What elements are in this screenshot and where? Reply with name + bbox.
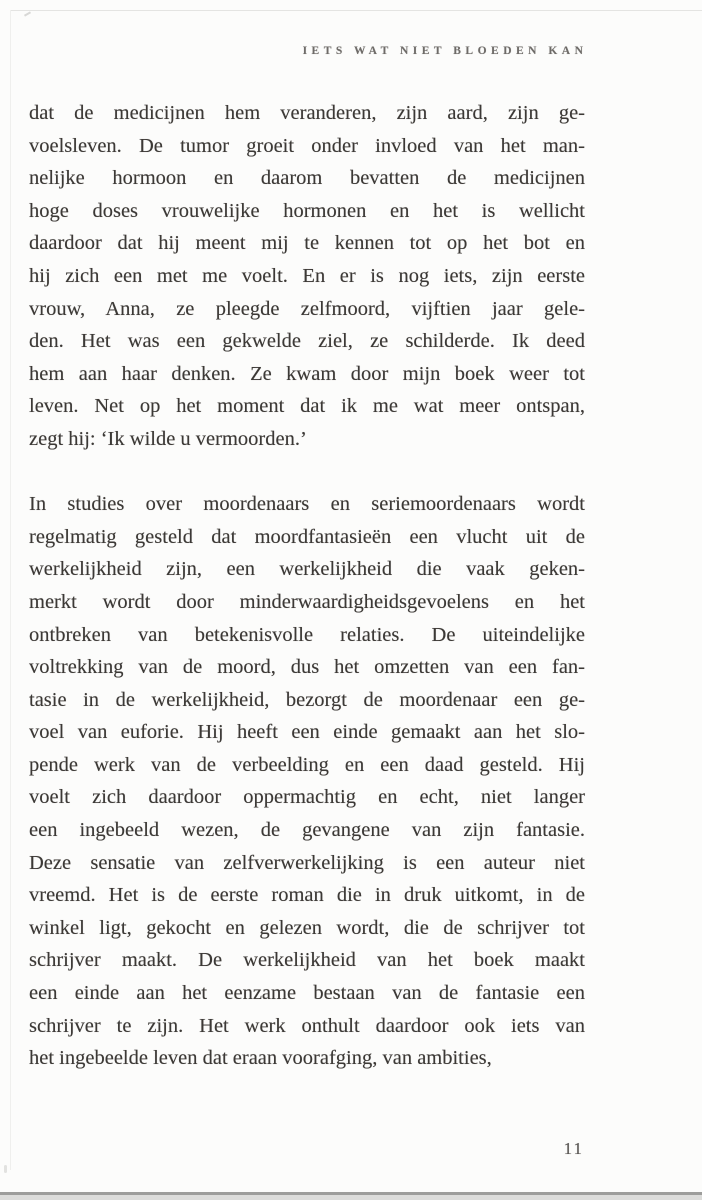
text-line: Deze sensatie van zelfverwerkelijking is een auteur niet <box>29 851 585 874</box>
scan-speck <box>4 1165 7 1173</box>
page-number: 11 <box>563 1139 584 1158</box>
text-line: winkel ligt, gekocht en gelezen wordt, die de schrijver tot <box>29 916 585 939</box>
text-line: hoge doses vrouwelijke hormonen en het is wellicht <box>29 199 585 222</box>
page-edge-top <box>10 10 702 11</box>
text-line: pende werk van de verbeelding en een daad gesteld. Hij <box>29 753 585 776</box>
text-line: tasie in de werkelijkheid, bezorgt de moordenaar een ge- <box>29 688 585 711</box>
text-line: een einde aan het eenzame bestaan van de fantasie een <box>29 982 585 1005</box>
text-line: schrijver te zijn. Het werk onthult daardoor ook iets van <box>29 1014 585 1037</box>
running-header: IETS WAT NIET BLOEDEN KAN <box>302 45 588 57</box>
text-line: leven. Net op het moment dat ik me wat meer ontspan, <box>29 395 585 418</box>
text-line: werkelijkheid zijn, een werkelijkheid die vaak geken- <box>29 558 585 581</box>
paragraph-2 <box>29 488 585 1075</box>
text-line: In studies over moordenaars en seriemoordenaars wordt <box>29 493 585 516</box>
paragraph-1 <box>29 97 585 456</box>
text-line: schrijver maakt. De werkelijkheid van het boek maakt <box>29 949 585 972</box>
body-text <box>29 97 585 1075</box>
text-line: het ingebeelde leven dat eraan voorafging, van ambities, <box>29 1047 492 1070</box>
text-line: voltrekking van de moord, dus het omzetten van een fan- <box>29 656 585 679</box>
text-line: dat de medicijnen hem veranderen, zijn aard, zijn ge- <box>29 102 585 124</box>
text-line: daardoor dat hij meent mij te kennen tot op het bot en <box>29 232 585 255</box>
text-line: een ingebeeld wezen, de gevangene van zijn fantasie. <box>29 819 585 842</box>
text-line: zegt hij: ‘Ik wilde u vermoorden.’ <box>29 427 307 450</box>
text-line: merkt wordt door minderwaardigheidsgevoelens en het <box>29 590 585 613</box>
text-line: den. Het was een gekwelde ziel, ze schilderde. Ik deed <box>29 330 585 353</box>
text-line: vrouw, Anna, ze pleegde zelfmoord, vijftien jaar gele- <box>29 297 585 320</box>
text-line: nelijke hormoon en daarom bevatten de medicijnen <box>29 167 585 190</box>
text-line: regelmatig gesteld dat moordfantasieën een vlucht uit de <box>29 525 585 548</box>
scan-speck <box>24 11 31 16</box>
text-line: voelt zich daardoor oppermachtig en echt, niet langer <box>29 786 585 809</box>
page-edge-bottom <box>0 1192 702 1200</box>
text-line: ontbreken van betekenisvolle relaties. De uiteindelijke <box>29 623 585 646</box>
page-edge-left <box>10 10 11 1170</box>
text-line: vreemd. Het is de eerste roman die in druk uitkomt, in de <box>29 884 585 907</box>
text-line: voelsleven. De tumor groeit onder invloed van het man- <box>29 134 585 157</box>
text-line: hij zich een met me voelt. En er is nog iets, zijn eerste <box>29 264 585 287</box>
text-line: voel van euforie. Hij heeft een einde gemaakt aan het slo- <box>29 721 585 744</box>
text-line: hem aan haar denken. Ze kwam door mijn boek weer tot <box>29 362 585 385</box>
